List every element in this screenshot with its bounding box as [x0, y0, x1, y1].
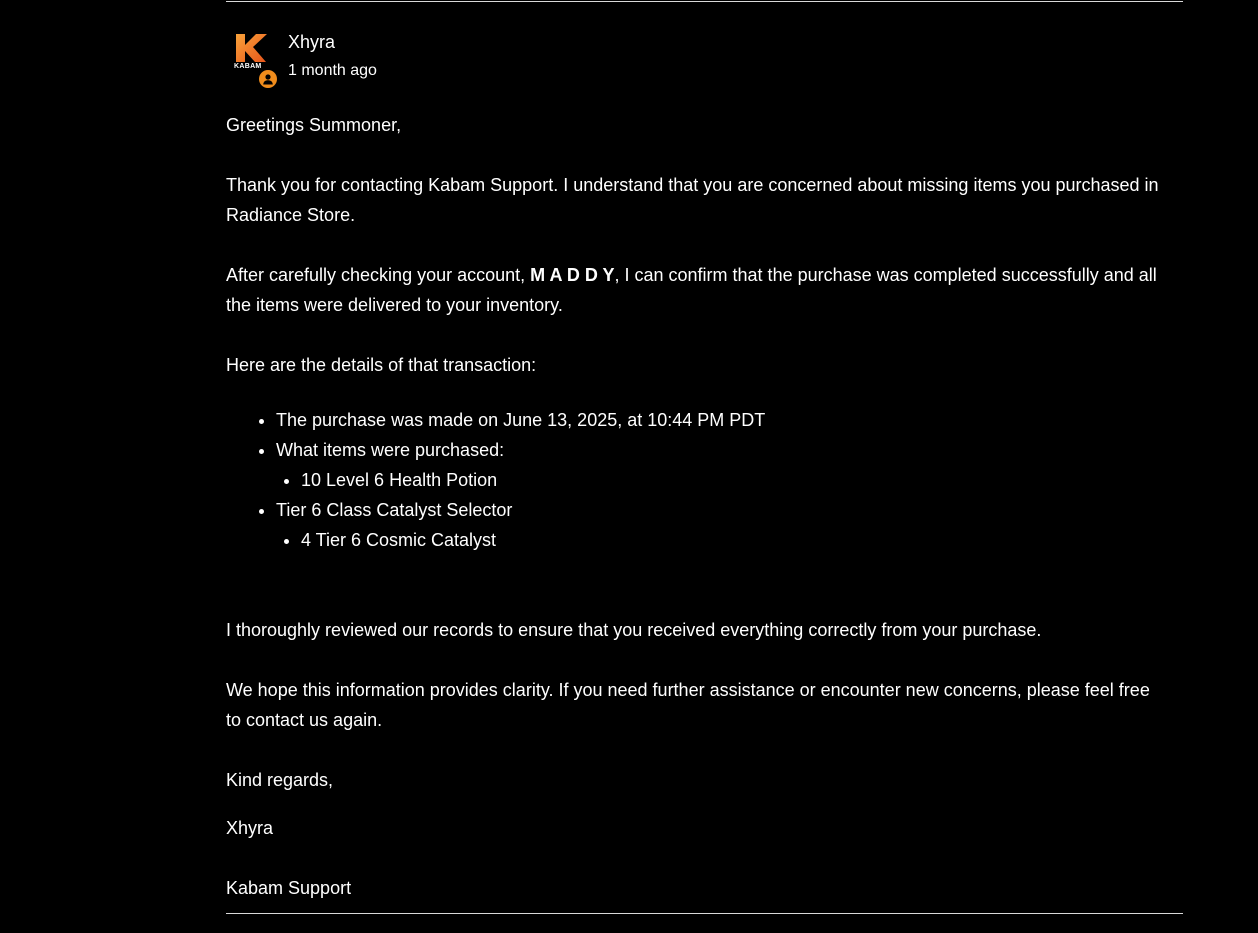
list-item-text: What items were purchased: — [276, 440, 505, 460]
details-list — [226, 405, 1166, 555]
sign-off: Kind regards, — [226, 770, 334, 790]
list-item — [276, 435, 1166, 495]
top-divider — [226, 1, 1183, 2]
intro-paragraph: Thank you for contacting Kabam Support. I understand that you are concerned about missing items you purchased in Radiance Store. — [226, 175, 1159, 225]
account-name: M A D D Y — [530, 265, 615, 285]
author-name[interactable]: Xhyra — [288, 32, 336, 52]
user-icon — [262, 73, 274, 85]
bottom-divider — [226, 913, 1183, 914]
list-item — [276, 405, 1166, 435]
greeting-text: Greetings Summoner, — [226, 115, 402, 135]
details-intro: Here are the details of that transaction: — [226, 355, 537, 375]
staff-badge — [257, 68, 279, 90]
post-body — [226, 110, 1166, 933]
confirmation-text-after: , I can confirm that the purchase was completed successfully and all the items were delivered to your inventory. — [226, 265, 1157, 315]
post-author — [232, 30, 632, 92]
avatar[interactable] — [232, 30, 278, 76]
post-timestamp[interactable]: 1 month ago — [288, 62, 377, 79]
sub-list-item: • 4 Tier 6 Cosmic Catalyst — [301, 525, 1166, 555]
avatar-wordmark: KABAM — [234, 63, 262, 70]
list-item-text: Tier 6 Class Catalyst Selector — [276, 500, 513, 520]
list-item-text: The purchase was made on June 13, 2025, at 10:44 PM PDT — [276, 410, 766, 430]
kabam-logo-icon — [234, 32, 268, 64]
confirmation-paragraph — [226, 260, 1166, 320]
sub-list — [276, 465, 1166, 495]
signature-team: Kabam Support — [226, 878, 352, 898]
sub-list-item: • 10 Level 6 Health Potion — [301, 465, 1166, 495]
signature-name: Xhyra — [226, 818, 274, 838]
sub-list — [276, 525, 1166, 555]
list-item — [276, 495, 1166, 555]
transaction-details — [226, 405, 1166, 555]
confirmation-text-before: After carefully checking your account, — [226, 265, 531, 285]
review-paragraph: I thoroughly reviewed our records to ensure that you received everything correctly from your purchase. — [226, 620, 1042, 640]
closing-paragraph: We hope this information provides clarity. If you need further assistance or encounter new concerns, please feel free to contact us again. — [226, 680, 1150, 730]
